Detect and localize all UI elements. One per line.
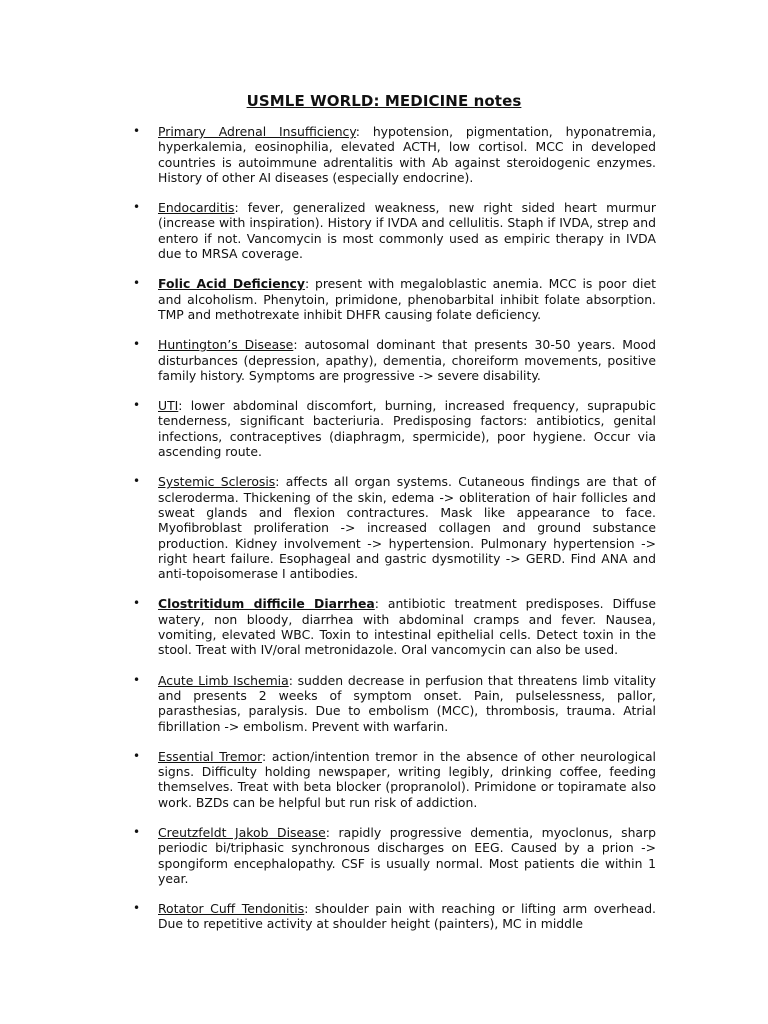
bullet-icon: • [133,672,141,687]
list-item [0,474,768,581]
bullet-icon: • [133,337,141,352]
bullet-icon: • [133,200,141,215]
bullet-icon: • [133,824,141,839]
note-text: : sudden decrease in perfusion that threatens limb vitality and presents 2 weeks of symptom onset. Pain, pulselessness, pallor, parasthesias, paralysis. Due to embolism (MCC), thrombosis, trauma. Atrial fibrillation -> embolism. Prevent with warfarin. [158,672,656,734]
list-item [0,276,768,322]
note-text: : autosomal dominant that presents 30-50 years. Mood disturbances (depression, apathy), dementia, choreiform movements, positive family history. Symptoms are progressive -> severe disability. [158,337,656,383]
notes-list [0,124,768,947]
bullet-icon: • [133,474,141,489]
page-title: USMLE WORLD: MEDICINE notes [246,92,522,110]
list-item [0,749,768,810]
note-term: Acute Limb Ischemia [158,672,289,688]
list-item [0,825,768,886]
note-term: Rotator Cuff Tendonitis [158,901,305,917]
note-text: : action/intention tremor in the absence of other neurological signs. Difficulty holding newspaper, writing legibly, drinking coffee, feeding themselves. Treat with beta blocker (propranolol). Primidone or topiramate also work. BZDs can be helpful but run risk of addiction. [158,748,656,810]
bullet-icon: • [133,124,141,138]
list-item [0,337,768,383]
bullet-icon: • [133,596,141,611]
list-item [0,200,768,261]
bullet-icon: • [133,398,141,413]
note-term: Primary Adrenal Insufficiency [158,124,356,139]
list-item [0,673,768,734]
bullet-icon: • [133,276,141,291]
bullet-icon: • [133,748,141,763]
note-term: UTI [158,398,179,414]
note-term: Systemic Sclerosis [158,474,276,490]
note-text: : present with megaloblastic anemia. MCC is poor diet and alcoholism. Phenytoin, primidone, phenobarbital inhibit folate absorption. TMP and methotrexate inhibit DHFR causing folate deficiency. [158,276,656,322]
list-item [0,596,768,657]
note-term: Endocarditis [158,200,235,216]
list-item [0,901,768,932]
list-item [0,398,768,459]
note-term: Essential Tremor [158,748,262,764]
note-text: : shoulder pain with reaching or lifting arm overhead. Due to repetitive activity at shoulder height (painters), MC in middle [158,901,656,932]
note-text: : antibiotic treatment predisposes. Diffuse watery, non bloody, diarrhea with abdominal cramps and fever. Nausea, vomiting, elevated WBC. Toxin to intestinal epithelial cells. Detect toxin in the stool. Treat with IV/oral metronidazole. Oral vancomycin can also be used. [158,596,656,658]
note-text: : rapidly progressive dementia, myoclonus, sharp periodic bi/triphasic synchronous discharges on EEG. Caused by a prion -> spongiform encephalopathy. CSF is usually normal. Most patients die within 1 year. [158,824,656,886]
bullet-icon: • [133,901,141,916]
note-text: : lower abdominal discomfort, burning, increased frequency, suprapubic tenderness, significant bacteriuria. Predisposing factors: antibiotics, genital infections, contraceptives (diaphragm, spermicide), poor hygiene. Occur via ascending route. [158,398,656,460]
list-item [0,124,768,185]
note-text: : hypotension, pigmentation, hyponatremia, hyperkalemia, eosinophilia, elevated ACTH, low cortisol. MCC in developed countries is autoimmune adrentalitis with Ab against steroidogenic enzymes. History of other AI diseases (especially endocrine). [158,124,657,185]
note-term: Creutzfeldt Jakob Disease [158,824,326,840]
note-term: Clostritidum difficile Diarrhea [158,596,375,612]
note-term: Huntington’s Disease [158,337,294,353]
note-term: Folic Acid Deficiency [158,276,305,292]
note-text: : affects all organ systems. Cutaneous findings are that of scleroderma. Thickening of the skin, edema -> obliteration of hair follicles and sweat glands and flexion contractures. Mask like appearance to face. Myofibroblast proliferation -> increased collagen and ground substance production. Kidney involvement -> hypertension. Pulmonary hypertension -> right heart failure. Esophageal and gastric dysmotility -> GERD. Find ANA and anti-topoisomerase I antibodies. [158,474,656,582]
note-text: : fever, generalized weakness, new right sided heart murmur (increase with inspiration). History if IVDA and cellulitis. Staph if IVDA, strep and entero if not. Vancomycin is most commonly used as empiric therapy in IVDA due to MRSA coverage. [158,200,656,262]
